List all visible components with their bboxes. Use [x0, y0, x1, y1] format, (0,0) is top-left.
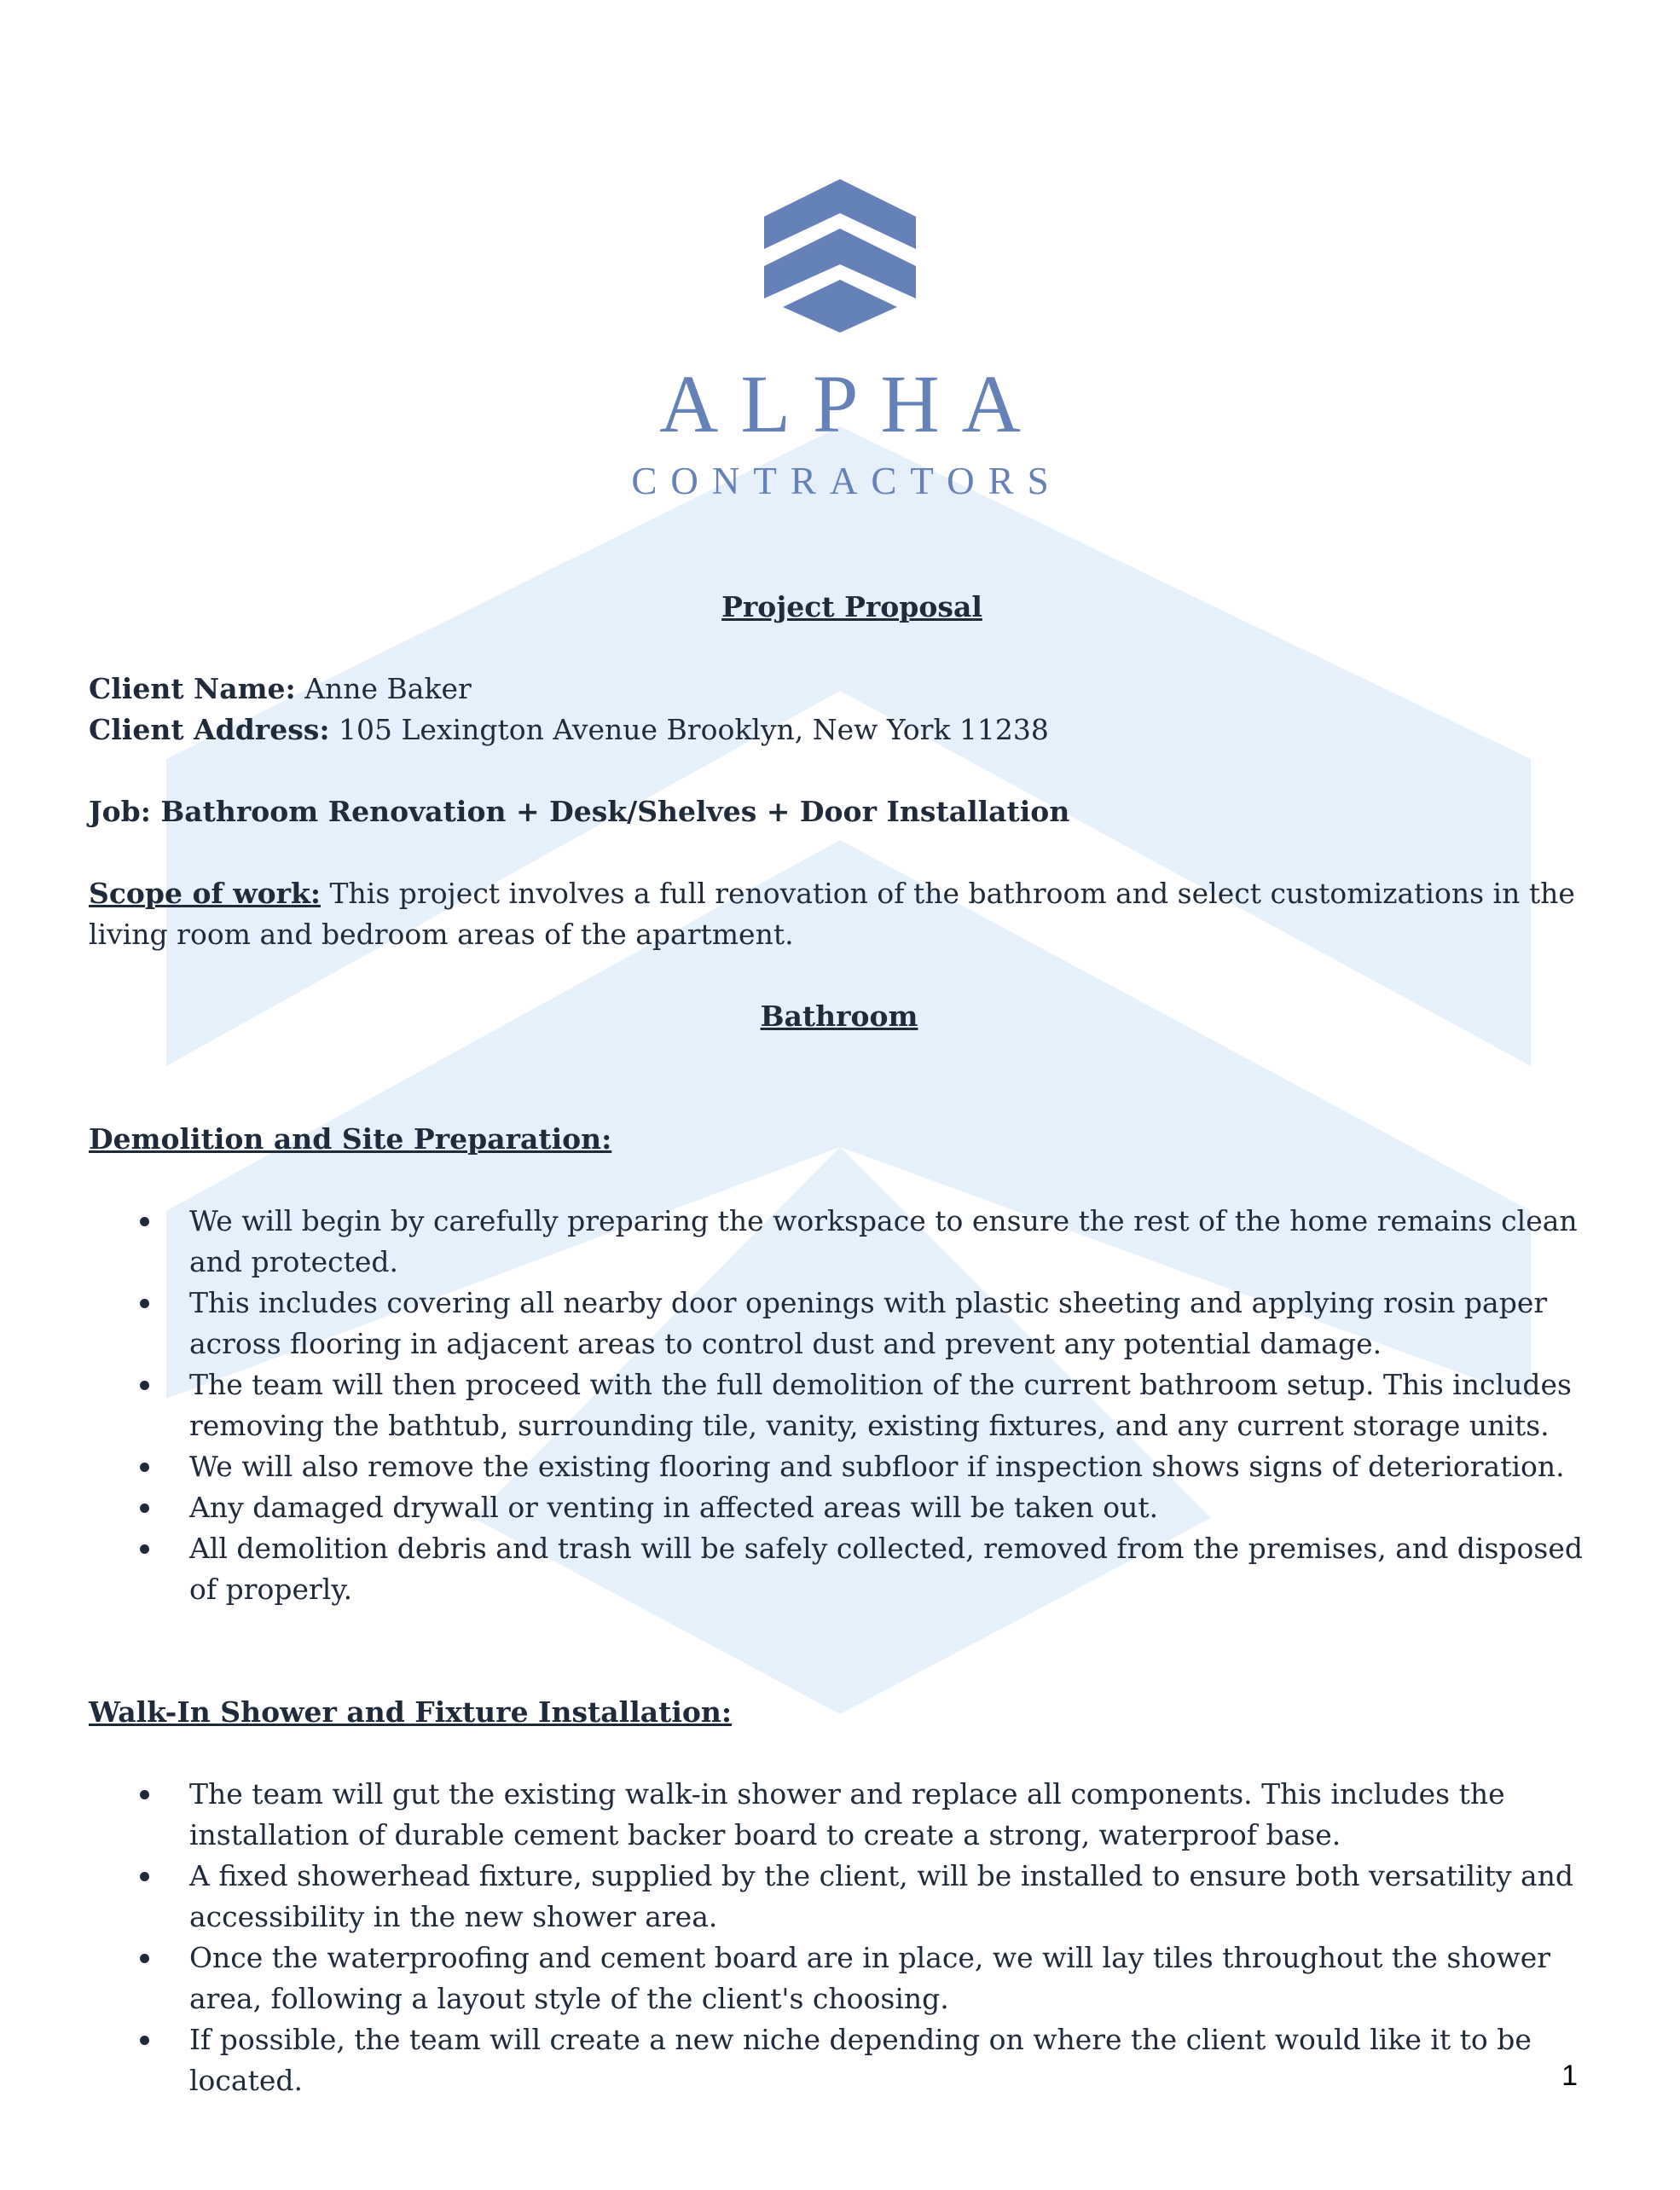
section-heading-shower: Walk-In Shower and Fixture Installation: [89, 1695, 733, 1729]
client-name-label: Client Name: [89, 672, 296, 705]
list-item: A fixed showerhead fixture, supplied by the client, will be installed to ensure both versatility and accessibility in the new shower area. [89, 1856, 1590, 1938]
document-body [89, 587, 1590, 2101]
demolition-list [89, 1201, 1590, 1610]
company-name: ALPHA [658, 358, 1043, 449]
scope-text: This project involves a full renovation of the bathroom and select customizations in the living room and bedroom areas of the apartment. [89, 877, 1575, 951]
scope-label: Scope of work: [89, 877, 322, 910]
list-item: The team will gut the existing walk-in shower and replace all components. This includes the installation of durable cement backer board to create a strong, waterproof base. [89, 1774, 1590, 1856]
client-name-value: Anne Baker [304, 672, 472, 705]
list-item: The team will then proceed with the full demolition of the current bathroom setup. This includes removing the bathtub, surrounding tile, vanity, existing fixtures, and any current storage units. [89, 1364, 1590, 1446]
company-tagline: CONTRACTORS [631, 460, 1063, 502]
list-item: If possible, the team will create a new niche depending on where the client would like it to be located. [89, 2019, 1590, 2101]
list-item: We will also remove the existing flooring and subfloor if inspection shows signs of deterioration. [89, 1446, 1590, 1487]
list-item: Any damaged drywall or venting in affected areas will be taken out. [89, 1487, 1590, 1528]
page-number: 1 [1561, 2060, 1578, 2092]
client-address-line [89, 710, 1590, 750]
area-heading: Bathroom [760, 999, 918, 1033]
client-address-label: Client Address: [89, 713, 330, 746]
page-title: Project Proposal [721, 590, 982, 623]
list-item: All demolition debris and trash will be safely collected, removed from the premises, and disposed of properly. [89, 1528, 1590, 1610]
section-heading-demolition: Demolition and Site Preparation: [89, 1122, 612, 1156]
client-address-value: 105 Lexington Avenue Brooklyn, New York 11238 [339, 713, 1049, 746]
list-item: We will begin by carefully preparing the workspace to ensure the rest of the home remains clean and protected. [89, 1201, 1590, 1283]
job-line: Job: Bathroom Renovation + Desk/Shelves + Door Installation [89, 795, 1070, 828]
list-item: Once the waterproofing and cement board are in place, we will lay tiles throughout the shower area, following a layout style of the client's choosing. [89, 1938, 1590, 2019]
company-logo [0, 179, 1680, 501]
shower-list [89, 1774, 1590, 2101]
logo-chevron-icon [764, 179, 916, 333]
list-item: This includes covering all nearby door openings with plastic sheeting and applying rosin paper across flooring in adjacent areas to control dust and prevent any potential damage. [89, 1283, 1590, 1364]
client-name-line [89, 669, 1590, 710]
scope-paragraph [89, 873, 1590, 955]
